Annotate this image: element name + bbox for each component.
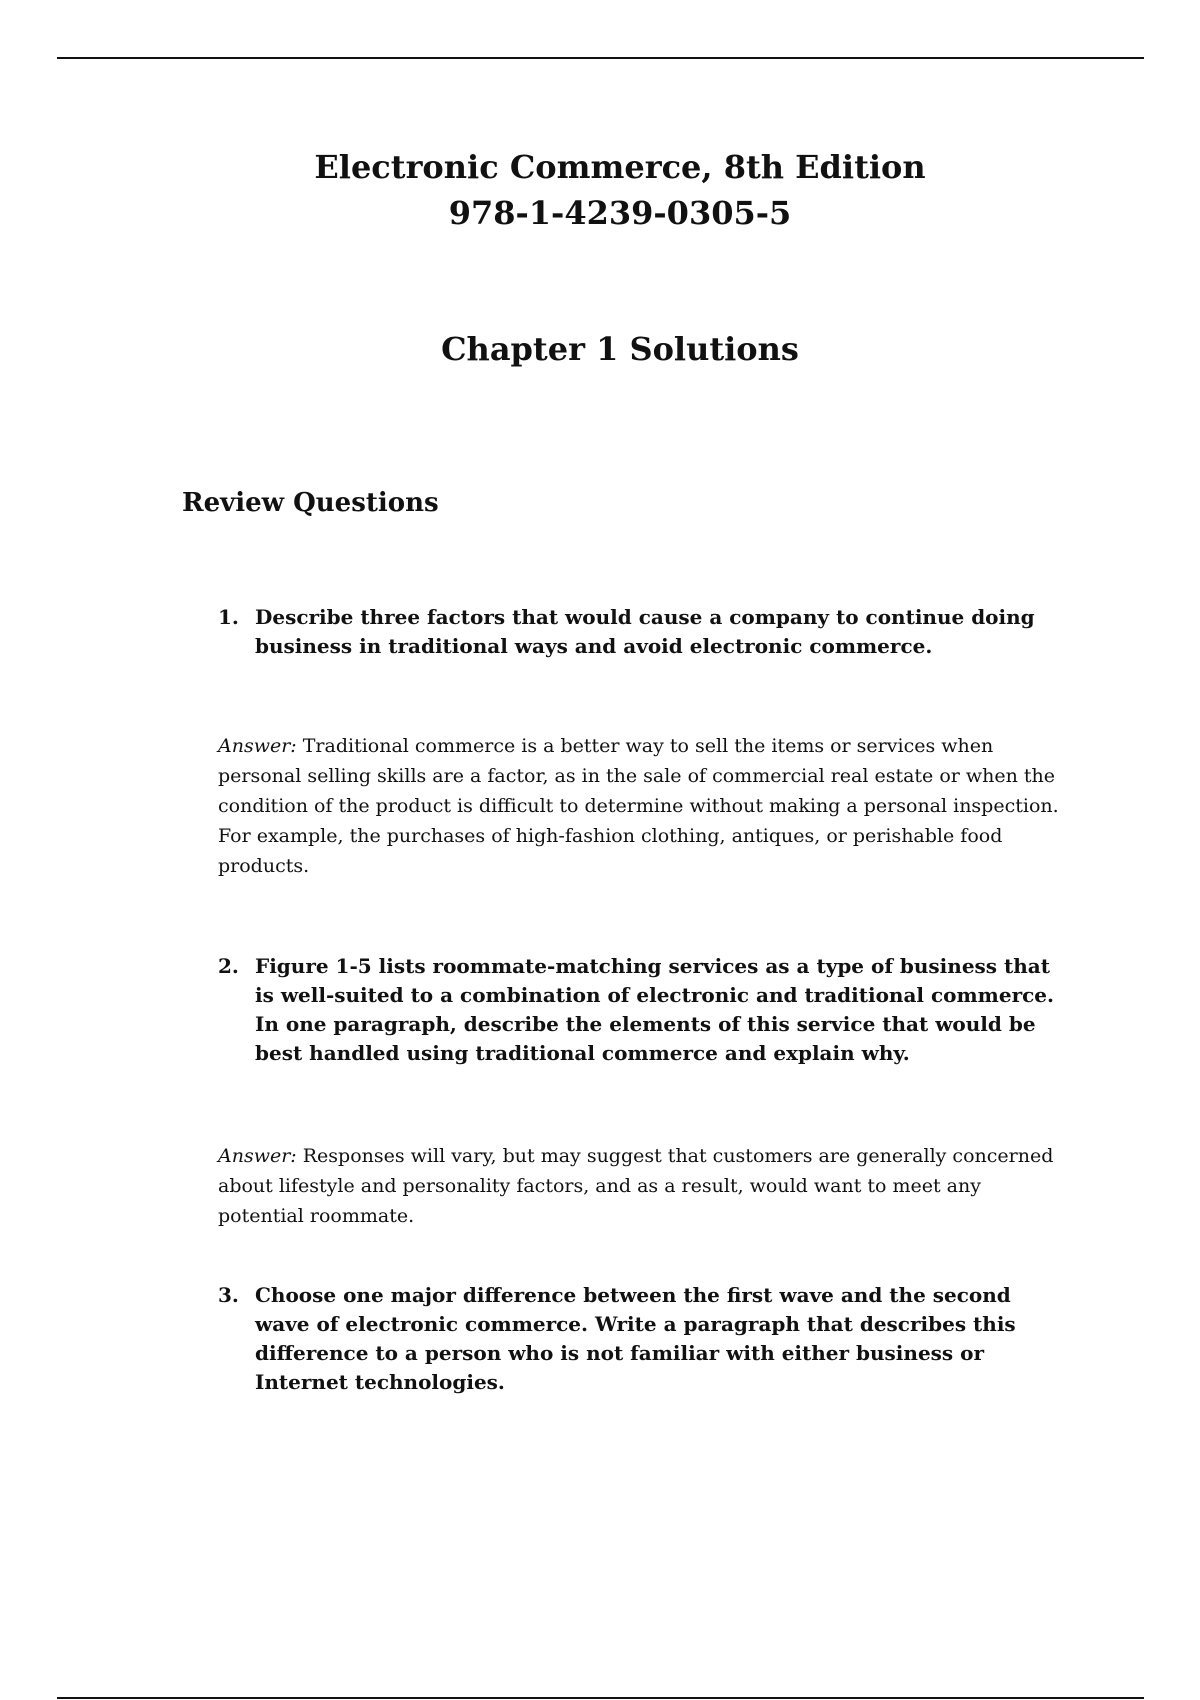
- isbn: 978-1-4239-0305-5: [448, 194, 792, 232]
- question-number: 2.: [218, 954, 239, 978]
- question-3: [218, 1281, 1068, 1397]
- question-text: Describe three factors that would cause a company to continue doing business in traditional ways and avoid electronic commerce.: [255, 605, 1035, 658]
- book-title: Electronic Commerce, 8th Edition: [314, 148, 926, 186]
- section-heading: Review Questions: [182, 488, 439, 518]
- answer-1: [218, 731, 1068, 881]
- question-number: 3.: [218, 1283, 239, 1307]
- chapter-title: Chapter 1 Solutions: [441, 330, 799, 368]
- document-title: [0, 144, 1200, 236]
- answer-label: Answer:: [218, 735, 297, 757]
- answer-2: [218, 1141, 1068, 1231]
- header-rule: [57, 57, 1144, 59]
- question-1: [218, 603, 1068, 661]
- answer-text: Traditional commerce is a better way to sell the items or services when personal selling skills are a factor, as in the sale of commercial real estate or when the condition of the product is difficult to determine without making a personal inspection. For example, the purchases of high-fashion clothing, antiques, or perishable food products.: [218, 735, 1059, 877]
- answer-text: Responses will vary, but may suggest that customers are generally concerned about lifestyle and personality factors, and as a result, would want to meet any potential roommate.: [218, 1145, 1054, 1227]
- question-2: [218, 952, 1068, 1068]
- answer-label: Answer:: [218, 1145, 297, 1167]
- footer-rule: [57, 1697, 1144, 1699]
- question-number: 1.: [218, 605, 239, 629]
- question-text: Figure 1-5 lists roommate-matching services as a type of business that is well-suited to a combination of electronic and traditional commerce. In one paragraph, describe the elements of this service that would be best handled using traditional commerce and explain why.: [255, 954, 1054, 1065]
- question-text: Choose one major difference between the first wave and the second wave of electronic commerce. Write a paragraph that describes this difference to a person who is not familiar with either business or Internet technologies.: [255, 1283, 1016, 1394]
